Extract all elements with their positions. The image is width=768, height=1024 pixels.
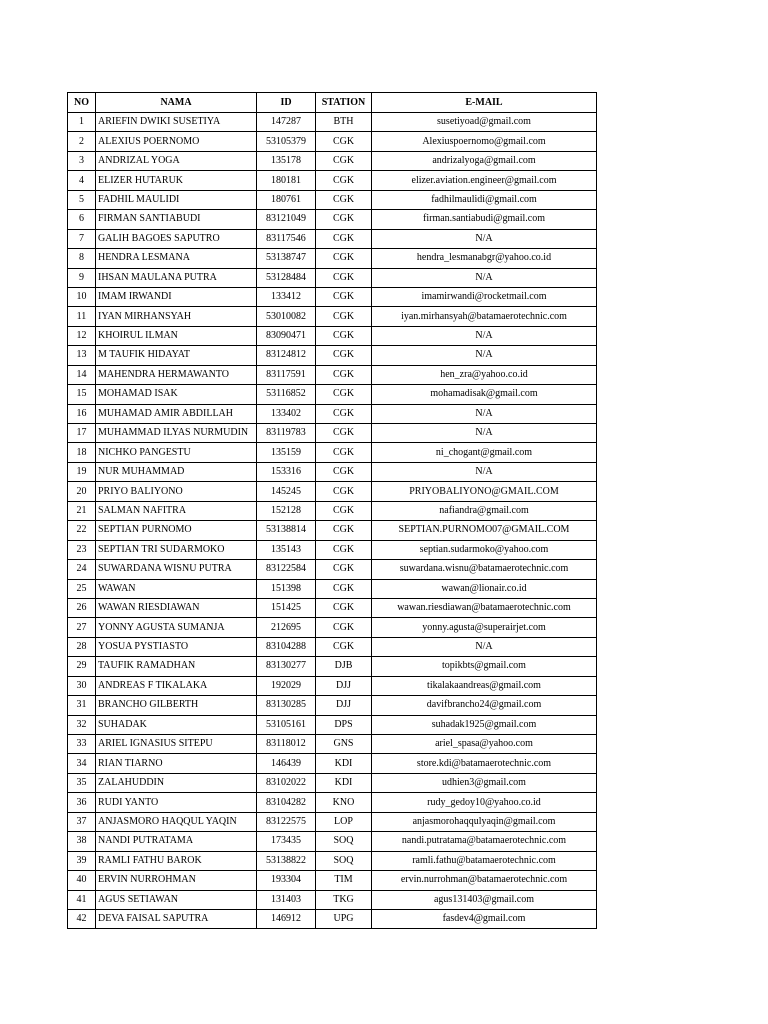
cell-no: 15 [68, 385, 96, 404]
table-row [68, 346, 597, 365]
cell-nama: IHSAN MAULANA PUTRA [96, 268, 257, 287]
cell-nama: ZALAHUDDIN [96, 773, 257, 792]
cell-nama: MAHENDRA HERMAWANTO [96, 365, 257, 384]
cell-email: iyan.mirhansyah@batamaerotechnic.com [372, 307, 597, 326]
cell-no: 20 [68, 482, 96, 501]
cell-email: ramli.fathu@batamaerotechnic.com [372, 851, 597, 870]
cell-id: 53010082 [257, 307, 316, 326]
cell-no: 11 [68, 307, 96, 326]
cell-no: 1 [68, 113, 96, 132]
cell-id: 53128484 [257, 268, 316, 287]
header-station: STATION [316, 93, 372, 113]
cell-nama: SUHADAK [96, 715, 257, 734]
table-row [68, 560, 597, 579]
cell-email: septian.sudarmoko@yahoo.com [372, 540, 597, 559]
cell-email: fasdev4@gmail.com [372, 909, 597, 928]
cell-station: CGK [316, 560, 372, 579]
cell-id: 83124812 [257, 346, 316, 365]
table-row [68, 793, 597, 812]
cell-nama: IMAM IRWANDI [96, 287, 257, 306]
cell-email: hen_zra@yahoo.co.id [372, 365, 597, 384]
cell-no: 36 [68, 793, 96, 812]
cell-id: 83122584 [257, 560, 316, 579]
cell-nama: ANJASMORO HAQQUL YAQIN [96, 812, 257, 831]
header-row [68, 93, 597, 113]
cell-email: ervin.nurrohman@batamaerotechnic.com [372, 871, 597, 890]
cell-no: 39 [68, 851, 96, 870]
cell-id: 83119783 [257, 424, 316, 443]
cell-email: firman.santiabudi@gmail.com [372, 210, 597, 229]
cell-no: 29 [68, 657, 96, 676]
cell-email: SEPTIAN.PURNOMO07@GMAIL.COM [372, 521, 597, 540]
cell-id: 53116852 [257, 385, 316, 404]
cell-no: 18 [68, 443, 96, 462]
cell-email: suhadak1925@gmail.com [372, 715, 597, 734]
cell-no: 28 [68, 637, 96, 656]
cell-no: 35 [68, 773, 96, 792]
table-row [68, 579, 597, 598]
cell-email: N/A [372, 462, 597, 481]
cell-nama: MUHAMAD AMIR ABDILLAH [96, 404, 257, 423]
cell-station: CGK [316, 482, 372, 501]
cell-email: rudy_gedoy10@yahoo.co.id [372, 793, 597, 812]
cell-id: 180761 [257, 190, 316, 209]
table-row [68, 715, 597, 734]
cell-station: LOP [316, 812, 372, 831]
cell-id: 152128 [257, 501, 316, 520]
cell-no: 12 [68, 326, 96, 345]
table-row [68, 229, 597, 248]
cell-no: 21 [68, 501, 96, 520]
cell-no: 4 [68, 171, 96, 190]
cell-id: 83117546 [257, 229, 316, 248]
cell-nama: NANDI PUTRATAMA [96, 832, 257, 851]
cell-nama: IYAN MIRHANSYAH [96, 307, 257, 326]
cell-id: 146439 [257, 754, 316, 773]
table-row [68, 676, 597, 695]
table-row [68, 637, 597, 656]
cell-nama: WAWAN RIESDIAWAN [96, 598, 257, 617]
cell-no: 26 [68, 598, 96, 617]
cell-station: DJB [316, 657, 372, 676]
cell-station: TIM [316, 871, 372, 890]
cell-station: KDI [316, 773, 372, 792]
cell-id: 145245 [257, 482, 316, 501]
cell-email: yonny.agusta@superairjet.com [372, 618, 597, 637]
cell-station: KNO [316, 793, 372, 812]
cell-nama: FADHIL MAULIDI [96, 190, 257, 209]
cell-id: 180181 [257, 171, 316, 190]
cell-id: 192029 [257, 676, 316, 695]
cell-station: SOQ [316, 832, 372, 851]
cell-email: ariel_spasa@yahoo.com [372, 735, 597, 754]
cell-id: 53138747 [257, 249, 316, 268]
cell-station: CGK [316, 385, 372, 404]
cell-station: CGK [316, 287, 372, 306]
table-row [68, 210, 597, 229]
table-row [68, 521, 597, 540]
cell-nama: TAUFIK RAMADHAN [96, 657, 257, 676]
cell-nama: BRANCHO GILBERTH [96, 696, 257, 715]
table-row [68, 385, 597, 404]
cell-no: 25 [68, 579, 96, 598]
cell-id: 131403 [257, 890, 316, 909]
cell-email: N/A [372, 268, 597, 287]
cell-nama: SUWARDANA WISNU PUTRA [96, 560, 257, 579]
cell-station: CGK [316, 443, 372, 462]
table-row [68, 404, 597, 423]
cell-email: susetiyoad@gmail.com [372, 113, 597, 132]
table-row [68, 424, 597, 443]
cell-nama: ALEXIUS POERNOMO [96, 132, 257, 151]
cell-id: 135178 [257, 151, 316, 170]
cell-nama: ARIEFIN DWIKI SUSETIYA [96, 113, 257, 132]
cell-no: 9 [68, 268, 96, 287]
cell-email: nafiandra@gmail.com [372, 501, 597, 520]
cell-nama: ARIEL IGNASIUS SITEPU [96, 735, 257, 754]
cell-id: 83130285 [257, 696, 316, 715]
cell-no: 3 [68, 151, 96, 170]
cell-email: udhien3@gmail.com [372, 773, 597, 792]
table-row [68, 812, 597, 831]
cell-station: CGK [316, 501, 372, 520]
header-id: ID [257, 93, 316, 113]
cell-id: 83104282 [257, 793, 316, 812]
cell-station: CGK [316, 151, 372, 170]
cell-id: 53138822 [257, 851, 316, 870]
cell-id: 153316 [257, 462, 316, 481]
cell-no: 24 [68, 560, 96, 579]
cell-station: CGK [316, 326, 372, 345]
table-body [68, 113, 597, 929]
cell-id: 53105379 [257, 132, 316, 151]
cell-email: mohamadisak@gmail.com [372, 385, 597, 404]
cell-nama: WAWAN [96, 579, 257, 598]
cell-nama: MOHAMAD ISAK [96, 385, 257, 404]
cell-nama: ANDREAS F TIKALAKA [96, 676, 257, 695]
cell-no: 42 [68, 909, 96, 928]
table-row [68, 365, 597, 384]
cell-nama: ELIZER HUTARUK [96, 171, 257, 190]
cell-station: SOQ [316, 851, 372, 870]
table-row [68, 754, 597, 773]
cell-nama: DEVA FAISAL SAPUTRA [96, 909, 257, 928]
cell-station: CGK [316, 307, 372, 326]
table-row [68, 132, 597, 151]
cell-email: topikbts@gmail.com [372, 657, 597, 676]
cell-station: CGK [316, 210, 372, 229]
table-row [68, 735, 597, 754]
cell-id: 151398 [257, 579, 316, 598]
cell-no: 40 [68, 871, 96, 890]
cell-station: DJJ [316, 696, 372, 715]
cell-email: Alexiuspoernomo@gmail.com [372, 132, 597, 151]
cell-no: 34 [68, 754, 96, 773]
cell-no: 22 [68, 521, 96, 540]
cell-station: KDI [316, 754, 372, 773]
cell-email: PRIYOBALIYONO@GMAIL.COM [372, 482, 597, 501]
cell-email: N/A [372, 229, 597, 248]
cell-nama: AGUS SETIAWAN [96, 890, 257, 909]
cell-station: TKG [316, 890, 372, 909]
cell-nama: NICHKO PANGESTU [96, 443, 257, 462]
cell-email: N/A [372, 424, 597, 443]
cell-nama: KHOIRUL ILMAN [96, 326, 257, 345]
cell-station: CGK [316, 249, 372, 268]
cell-station: CGK [316, 190, 372, 209]
cell-no: 27 [68, 618, 96, 637]
cell-station: CGK [316, 404, 372, 423]
cell-email: N/A [372, 326, 597, 345]
cell-station: CGK [316, 268, 372, 287]
header-email: E-MAIL [372, 93, 597, 113]
cell-station: CGK [316, 462, 372, 481]
cell-station: CGK [316, 171, 372, 190]
cell-id: 193304 [257, 871, 316, 890]
table-row [68, 171, 597, 190]
table-row [68, 113, 597, 132]
cell-station: CGK [316, 540, 372, 559]
cell-station: BTH [316, 113, 372, 132]
table-row [68, 501, 597, 520]
table-row [68, 598, 597, 617]
cell-no: 6 [68, 210, 96, 229]
cell-no: 7 [68, 229, 96, 248]
cell-id: 83117591 [257, 365, 316, 384]
cell-email: tikalakaandreas@gmail.com [372, 676, 597, 695]
cell-no: 8 [68, 249, 96, 268]
cell-no: 37 [68, 812, 96, 831]
cell-no: 38 [68, 832, 96, 851]
cell-station: CGK [316, 579, 372, 598]
cell-email: anjasmorohaqqulyaqin@gmail.com [372, 812, 597, 831]
cell-nama: SEPTIAN PURNOMO [96, 521, 257, 540]
cell-station: CGK [316, 521, 372, 540]
cell-email: agus131403@gmail.com [372, 890, 597, 909]
table-row [68, 540, 597, 559]
cell-nama: YOSUA PYSTIASTO [96, 637, 257, 656]
cell-station: CGK [316, 346, 372, 365]
cell-email: N/A [372, 637, 597, 656]
cell-id: 53138814 [257, 521, 316, 540]
table-row [68, 871, 597, 890]
cell-no: 23 [68, 540, 96, 559]
cell-no: 5 [68, 190, 96, 209]
header-no: NO [68, 93, 96, 113]
table-row [68, 890, 597, 909]
cell-id: 135159 [257, 443, 316, 462]
cell-no: 32 [68, 715, 96, 734]
cell-nama: RIAN TIARNO [96, 754, 257, 773]
table-row [68, 657, 597, 676]
cell-no: 2 [68, 132, 96, 151]
cell-email: hendra_lesmanabgr@yahoo.co.id [372, 249, 597, 268]
cell-station: CGK [316, 637, 372, 656]
table-row [68, 482, 597, 501]
header-nama: NAMA [96, 93, 257, 113]
cell-no: 16 [68, 404, 96, 423]
cell-station: GNS [316, 735, 372, 754]
cell-nama: M TAUFIK HIDAYAT [96, 346, 257, 365]
cell-email: N/A [372, 404, 597, 423]
cell-id: 83121049 [257, 210, 316, 229]
cell-nama: NUR MUHAMMAD [96, 462, 257, 481]
cell-station: CGK [316, 365, 372, 384]
cell-id: 173435 [257, 832, 316, 851]
cell-id: 133402 [257, 404, 316, 423]
cell-email: imamirwandi@rocketmail.com [372, 287, 597, 306]
cell-nama: PRIYO BALIYONO [96, 482, 257, 501]
cell-no: 33 [68, 735, 96, 754]
table-row [68, 773, 597, 792]
cell-nama: MUHAMMAD ILYAS NURMUDIN [96, 424, 257, 443]
table-row [68, 151, 597, 170]
cell-id: 83118012 [257, 735, 316, 754]
cell-nama: ERVIN NURROHMAN [96, 871, 257, 890]
table-header [68, 93, 597, 113]
cell-station: CGK [316, 132, 372, 151]
cell-no: 13 [68, 346, 96, 365]
table-row [68, 696, 597, 715]
cell-nama: ANDRIZAL YOGA [96, 151, 257, 170]
cell-nama: SEPTIAN TRI SUDARMOKO [96, 540, 257, 559]
table-row [68, 443, 597, 462]
cell-id: 135143 [257, 540, 316, 559]
table-row [68, 190, 597, 209]
cell-no: 41 [68, 890, 96, 909]
table-row [68, 832, 597, 851]
table-row [68, 462, 597, 481]
staff-table [67, 92, 597, 929]
cell-email: elizer.aviation.engineer@gmail.com [372, 171, 597, 190]
table-row [68, 249, 597, 268]
cell-nama: FIRMAN SANTIABUDI [96, 210, 257, 229]
cell-email: N/A [372, 346, 597, 365]
cell-id: 212695 [257, 618, 316, 637]
cell-nama: GALIH BAGOES SAPUTRO [96, 229, 257, 248]
cell-id: 151425 [257, 598, 316, 617]
cell-id: 83122575 [257, 812, 316, 831]
cell-nama: YONNY AGUSTA SUMANJA [96, 618, 257, 637]
cell-nama: RUDI YANTO [96, 793, 257, 812]
table-row [68, 326, 597, 345]
cell-station: UPG [316, 909, 372, 928]
cell-email: wawan@lionair.co.id [372, 579, 597, 598]
table-row [68, 307, 597, 326]
cell-email: ni_chogant@gmail.com [372, 443, 597, 462]
cell-id: 146912 [257, 909, 316, 928]
table-row [68, 618, 597, 637]
cell-station: CGK [316, 598, 372, 617]
cell-id: 53105161 [257, 715, 316, 734]
table-row [68, 909, 597, 928]
cell-id: 83130277 [257, 657, 316, 676]
cell-id: 133412 [257, 287, 316, 306]
cell-id: 147287 [257, 113, 316, 132]
cell-nama: SALMAN NAFITRA [96, 501, 257, 520]
cell-no: 30 [68, 676, 96, 695]
table-row [68, 268, 597, 287]
cell-station: DPS [316, 715, 372, 734]
cell-station: CGK [316, 424, 372, 443]
cell-station: CGK [316, 229, 372, 248]
cell-no: 14 [68, 365, 96, 384]
cell-email: andrizalyoga@gmail.com [372, 151, 597, 170]
cell-no: 19 [68, 462, 96, 481]
cell-id: 83102022 [257, 773, 316, 792]
cell-email: store.kdi@batamaerotechnic.com [372, 754, 597, 773]
cell-email: suwardana.wisnu@batamaerotechnic.com [372, 560, 597, 579]
cell-id: 83090471 [257, 326, 316, 345]
cell-email: nandi.putratama@batamaerotechnic.com [372, 832, 597, 851]
cell-no: 17 [68, 424, 96, 443]
table-row [68, 287, 597, 306]
cell-email: davifbrancho24@gmail.com [372, 696, 597, 715]
cell-email: wawan.riesdiawan@batamaerotechnic.com [372, 598, 597, 617]
table-row [68, 851, 597, 870]
cell-no: 31 [68, 696, 96, 715]
cell-no: 10 [68, 287, 96, 306]
cell-nama: RAMLI FATHU BAROK [96, 851, 257, 870]
cell-station: CGK [316, 618, 372, 637]
cell-id: 83104288 [257, 637, 316, 656]
cell-email: fadhilmaulidi@gmail.com [372, 190, 597, 209]
cell-station: DJJ [316, 676, 372, 695]
cell-nama: HENDRA LESMANA [96, 249, 257, 268]
